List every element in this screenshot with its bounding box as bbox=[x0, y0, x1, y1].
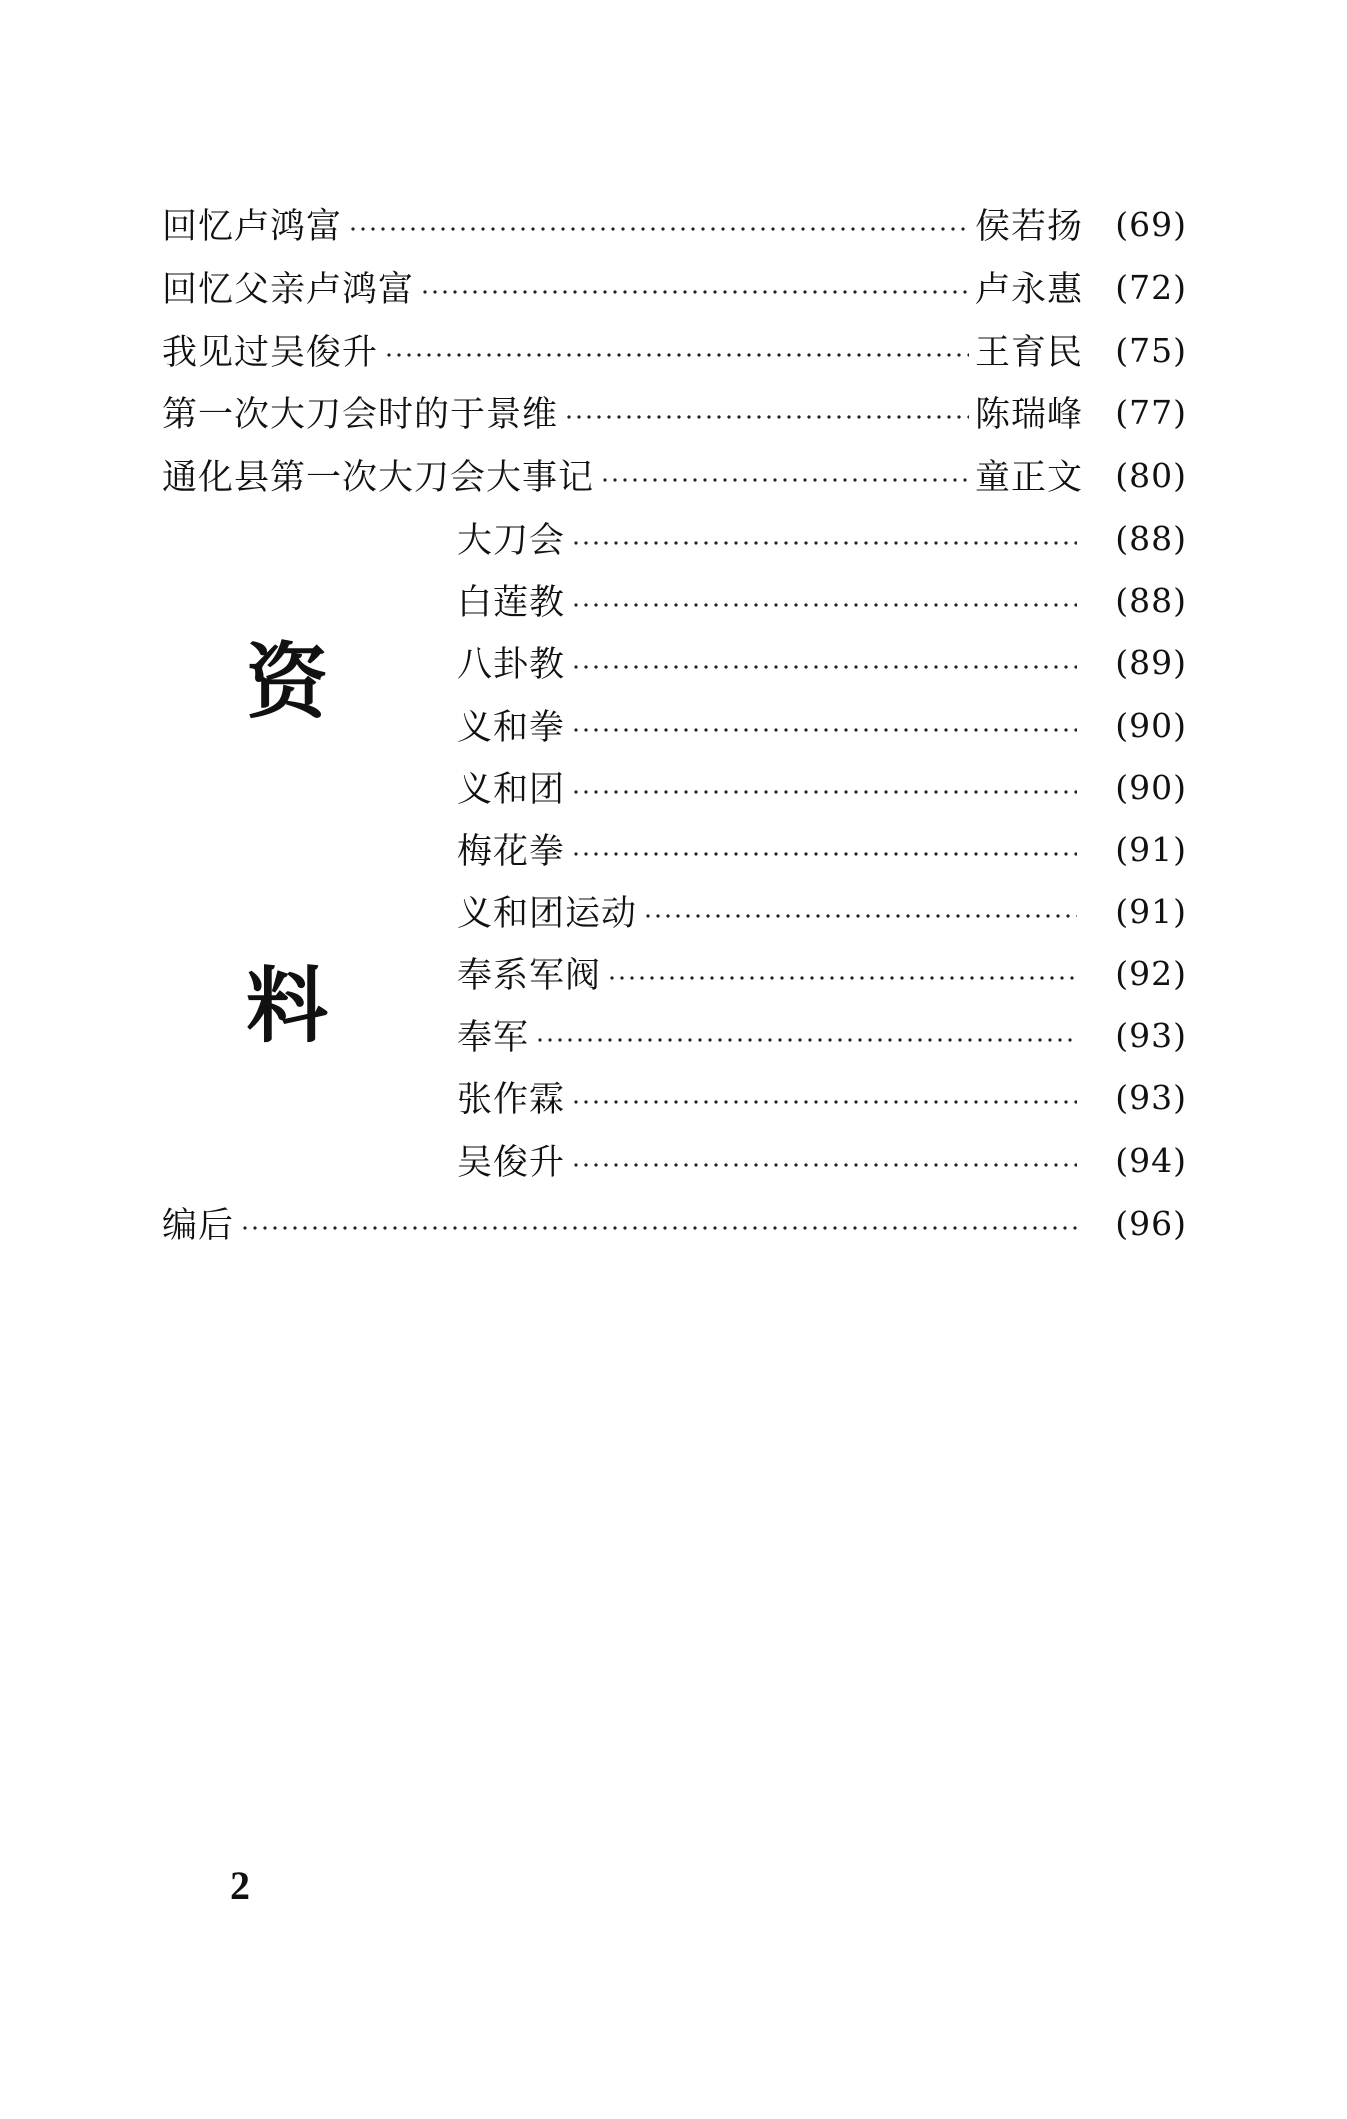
dot-leader bbox=[384, 353, 969, 357]
subentry-title: 梅花拳 bbox=[457, 832, 566, 872]
toc-subentry bbox=[457, 1007, 1187, 1063]
dot-leader bbox=[571, 1163, 1077, 1167]
subentry-page: (93) bbox=[1115, 1077, 1187, 1117]
subentry-title: 义和拳 bbox=[457, 708, 566, 748]
dot-leader bbox=[535, 1038, 1077, 1042]
subentry-page: (88) bbox=[1115, 518, 1187, 558]
subentry-title: 张作霖 bbox=[457, 1080, 566, 1120]
subentry-title: 八卦教 bbox=[457, 645, 566, 685]
dot-leader bbox=[564, 415, 969, 419]
subentry-page: (91) bbox=[1115, 829, 1187, 869]
entry-page: (96) bbox=[1115, 1203, 1187, 1243]
subentry-title: 义和团运动 bbox=[457, 894, 638, 934]
entry-author: 侯若扬 bbox=[974, 207, 1083, 247]
toc-entry bbox=[162, 259, 1187, 315]
subentry-title: 奉系军阀 bbox=[457, 956, 602, 996]
dot-leader bbox=[607, 976, 1077, 980]
toc-subentry bbox=[457, 1069, 1187, 1125]
toc-subentry bbox=[457, 945, 1187, 1001]
toc-subentry bbox=[457, 634, 1187, 690]
subentry-title: 大刀会 bbox=[457, 521, 566, 561]
toc-entry bbox=[162, 196, 1187, 252]
section-label-char: 资 bbox=[246, 635, 329, 730]
subentry-page: (89) bbox=[1115, 642, 1187, 682]
dot-leader bbox=[571, 790, 1077, 794]
dot-leader bbox=[571, 603, 1077, 607]
entry-page: (77) bbox=[1115, 392, 1187, 432]
entry-title: 通化县第一次大刀会大事记 bbox=[162, 458, 595, 498]
entry-title: 回忆卢鸿富 bbox=[162, 207, 343, 247]
toc-subentry bbox=[457, 883, 1187, 939]
subentry-title: 吴俊升 bbox=[457, 1143, 566, 1183]
dot-leader bbox=[571, 665, 1077, 669]
subentry-page: (90) bbox=[1115, 767, 1187, 807]
toc-subentry bbox=[457, 697, 1187, 753]
subentry-page: (92) bbox=[1115, 953, 1187, 993]
toc-subentry bbox=[457, 759, 1187, 815]
entry-page: (72) bbox=[1115, 267, 1187, 307]
toc-entry bbox=[162, 322, 1187, 378]
toc-entry bbox=[162, 384, 1187, 440]
toc-subentry bbox=[457, 572, 1187, 628]
section-label-char: 料 bbox=[246, 959, 329, 1054]
entry-title: 我见过吴俊升 bbox=[162, 333, 379, 373]
entry-page: (80) bbox=[1115, 455, 1187, 495]
toc-entry-closing bbox=[162, 1195, 1187, 1251]
subentry-title: 奉军 bbox=[457, 1018, 530, 1058]
dot-leader bbox=[240, 1226, 1077, 1230]
entry-page: (75) bbox=[1115, 330, 1187, 370]
entry-author: 王育民 bbox=[974, 333, 1083, 373]
subentry-page: (94) bbox=[1115, 1140, 1187, 1180]
dot-leader bbox=[571, 728, 1077, 732]
subentry-page: (88) bbox=[1115, 580, 1187, 620]
subentry-page: (91) bbox=[1115, 891, 1187, 931]
dot-leader bbox=[420, 290, 969, 294]
dot-leader bbox=[643, 914, 1077, 918]
dot-leader bbox=[571, 541, 1077, 545]
entry-title: 回忆父亲卢鸿富 bbox=[162, 270, 415, 310]
toc-entry bbox=[162, 447, 1187, 503]
entry-author: 陈瑞峰 bbox=[974, 395, 1083, 435]
subentry-title: 义和团 bbox=[457, 770, 566, 810]
toc-subentry bbox=[457, 510, 1187, 566]
page-number: 2 bbox=[230, 1863, 250, 1908]
subentry-title: 白莲教 bbox=[457, 583, 566, 623]
entry-author: 童正文 bbox=[974, 458, 1083, 498]
dot-leader bbox=[571, 1100, 1077, 1104]
dot-leader bbox=[600, 478, 969, 482]
dot-leader bbox=[348, 227, 969, 231]
subentry-page: (90) bbox=[1115, 705, 1187, 745]
entry-author: 卢永惠 bbox=[974, 270, 1083, 310]
entry-page: (69) bbox=[1115, 204, 1187, 244]
dot-leader bbox=[571, 852, 1077, 856]
subentry-page: (93) bbox=[1115, 1015, 1187, 1055]
toc-subentry bbox=[457, 821, 1187, 877]
entry-title: 编后 bbox=[162, 1206, 235, 1246]
entry-title: 第一次大刀会时的于景维 bbox=[162, 395, 559, 435]
toc-subentry bbox=[457, 1132, 1187, 1188]
